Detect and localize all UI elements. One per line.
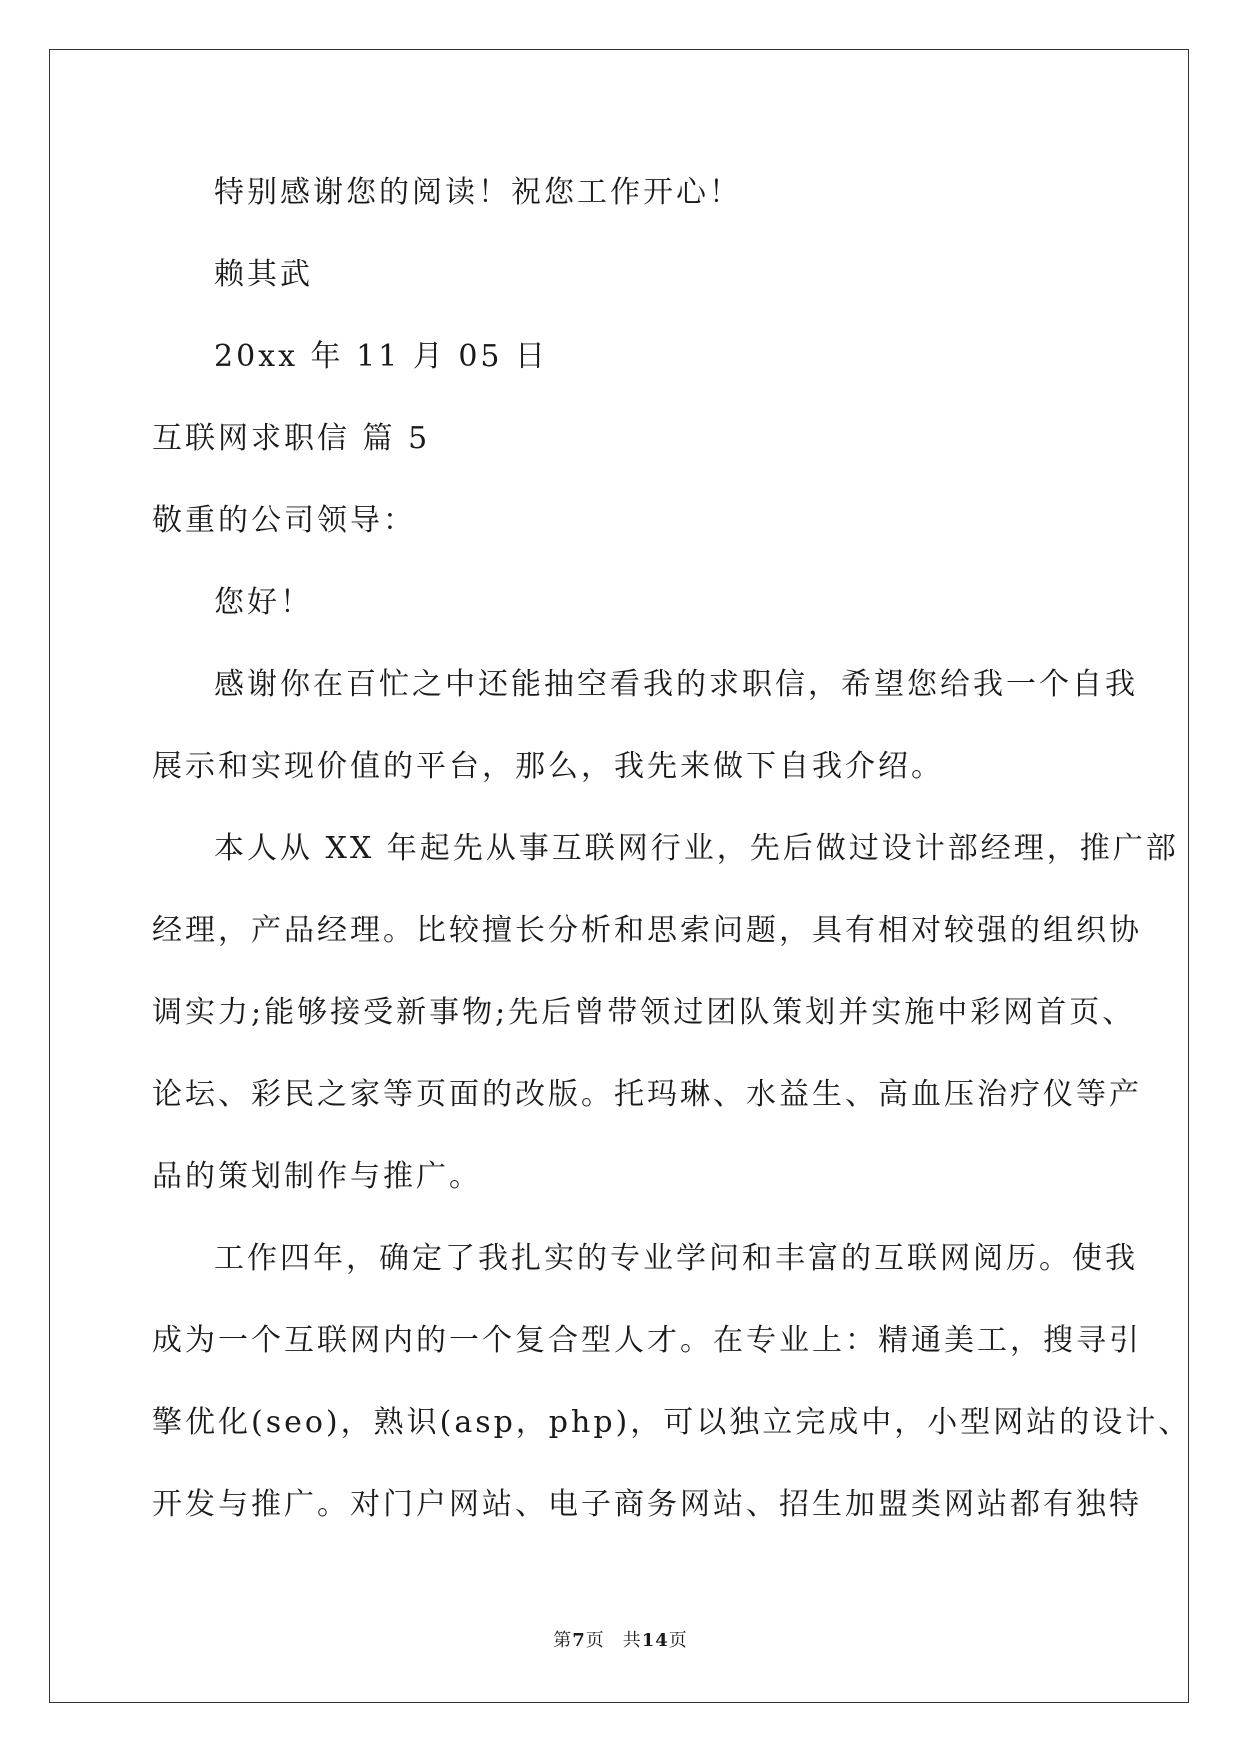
paragraph-line: 开发与推广。对门户网站、电子商务网站、招生加盟类网站都有独特 [152,1487,1142,1522]
section-heading: 互联网求职信 篇 5 [152,421,431,456]
page-suffix: 页 [585,1630,605,1651]
signature-date: 20xx 年 11 月 05 日 [214,339,549,374]
paragraph-line: 品的策划制作与推广。 [152,1159,482,1194]
page-prefix: 第 [553,1630,573,1651]
page-footer [0,1626,1241,1652]
paragraph-line: 感谢你在百忙之中还能抽空看我的求职信，希望您给我一个自我 [214,667,1138,702]
total-suffix: 页 [668,1630,688,1651]
paragraph-line: 经理，产品经理。比较擅长分析和思索问题，具有相对较强的组织协 [152,913,1142,948]
greeting: 您好！ [214,585,313,620]
paragraph-line: 擎优化(seo)，熟识(asp，php)，可以独立完成中，小型网站的设计、 [152,1405,1192,1440]
total-prefix: 共 [622,1630,642,1651]
page-border [49,49,1192,1703]
salutation: 敬重的公司领导： [152,503,416,538]
paragraph-line: 成为一个互联网内的一个复合型人才。在专业上：精通美工，搜寻引 [152,1323,1142,1358]
paragraph-line: 调实力;能够接受新事物;先后曾带领过团队策划并实施中彩网首页、 [152,995,1136,1030]
paragraph-line: 论坛、彩民之家等页面的改版。托玛琳、水益生、高血压治疗仪等产 [152,1077,1142,1112]
page-total: 14 [641,1630,669,1651]
closing-thanks: 特别感谢您的阅读！祝您工作开心！ [214,175,742,210]
paragraph-line: 展示和实现价值的平台，那么，我先来做下自我介绍。 [152,749,944,784]
page-current: 7 [572,1630,586,1651]
signature-name: 赖其武 [214,257,313,292]
paragraph-line: 工作四年，确定了我扎实的专业学问和丰富的互联网阅历。使我 [214,1241,1138,1276]
paragraph-line: 本人从 XX 年起先从事互联网行业，先后做过设计部经理，推广部 [214,831,1179,866]
